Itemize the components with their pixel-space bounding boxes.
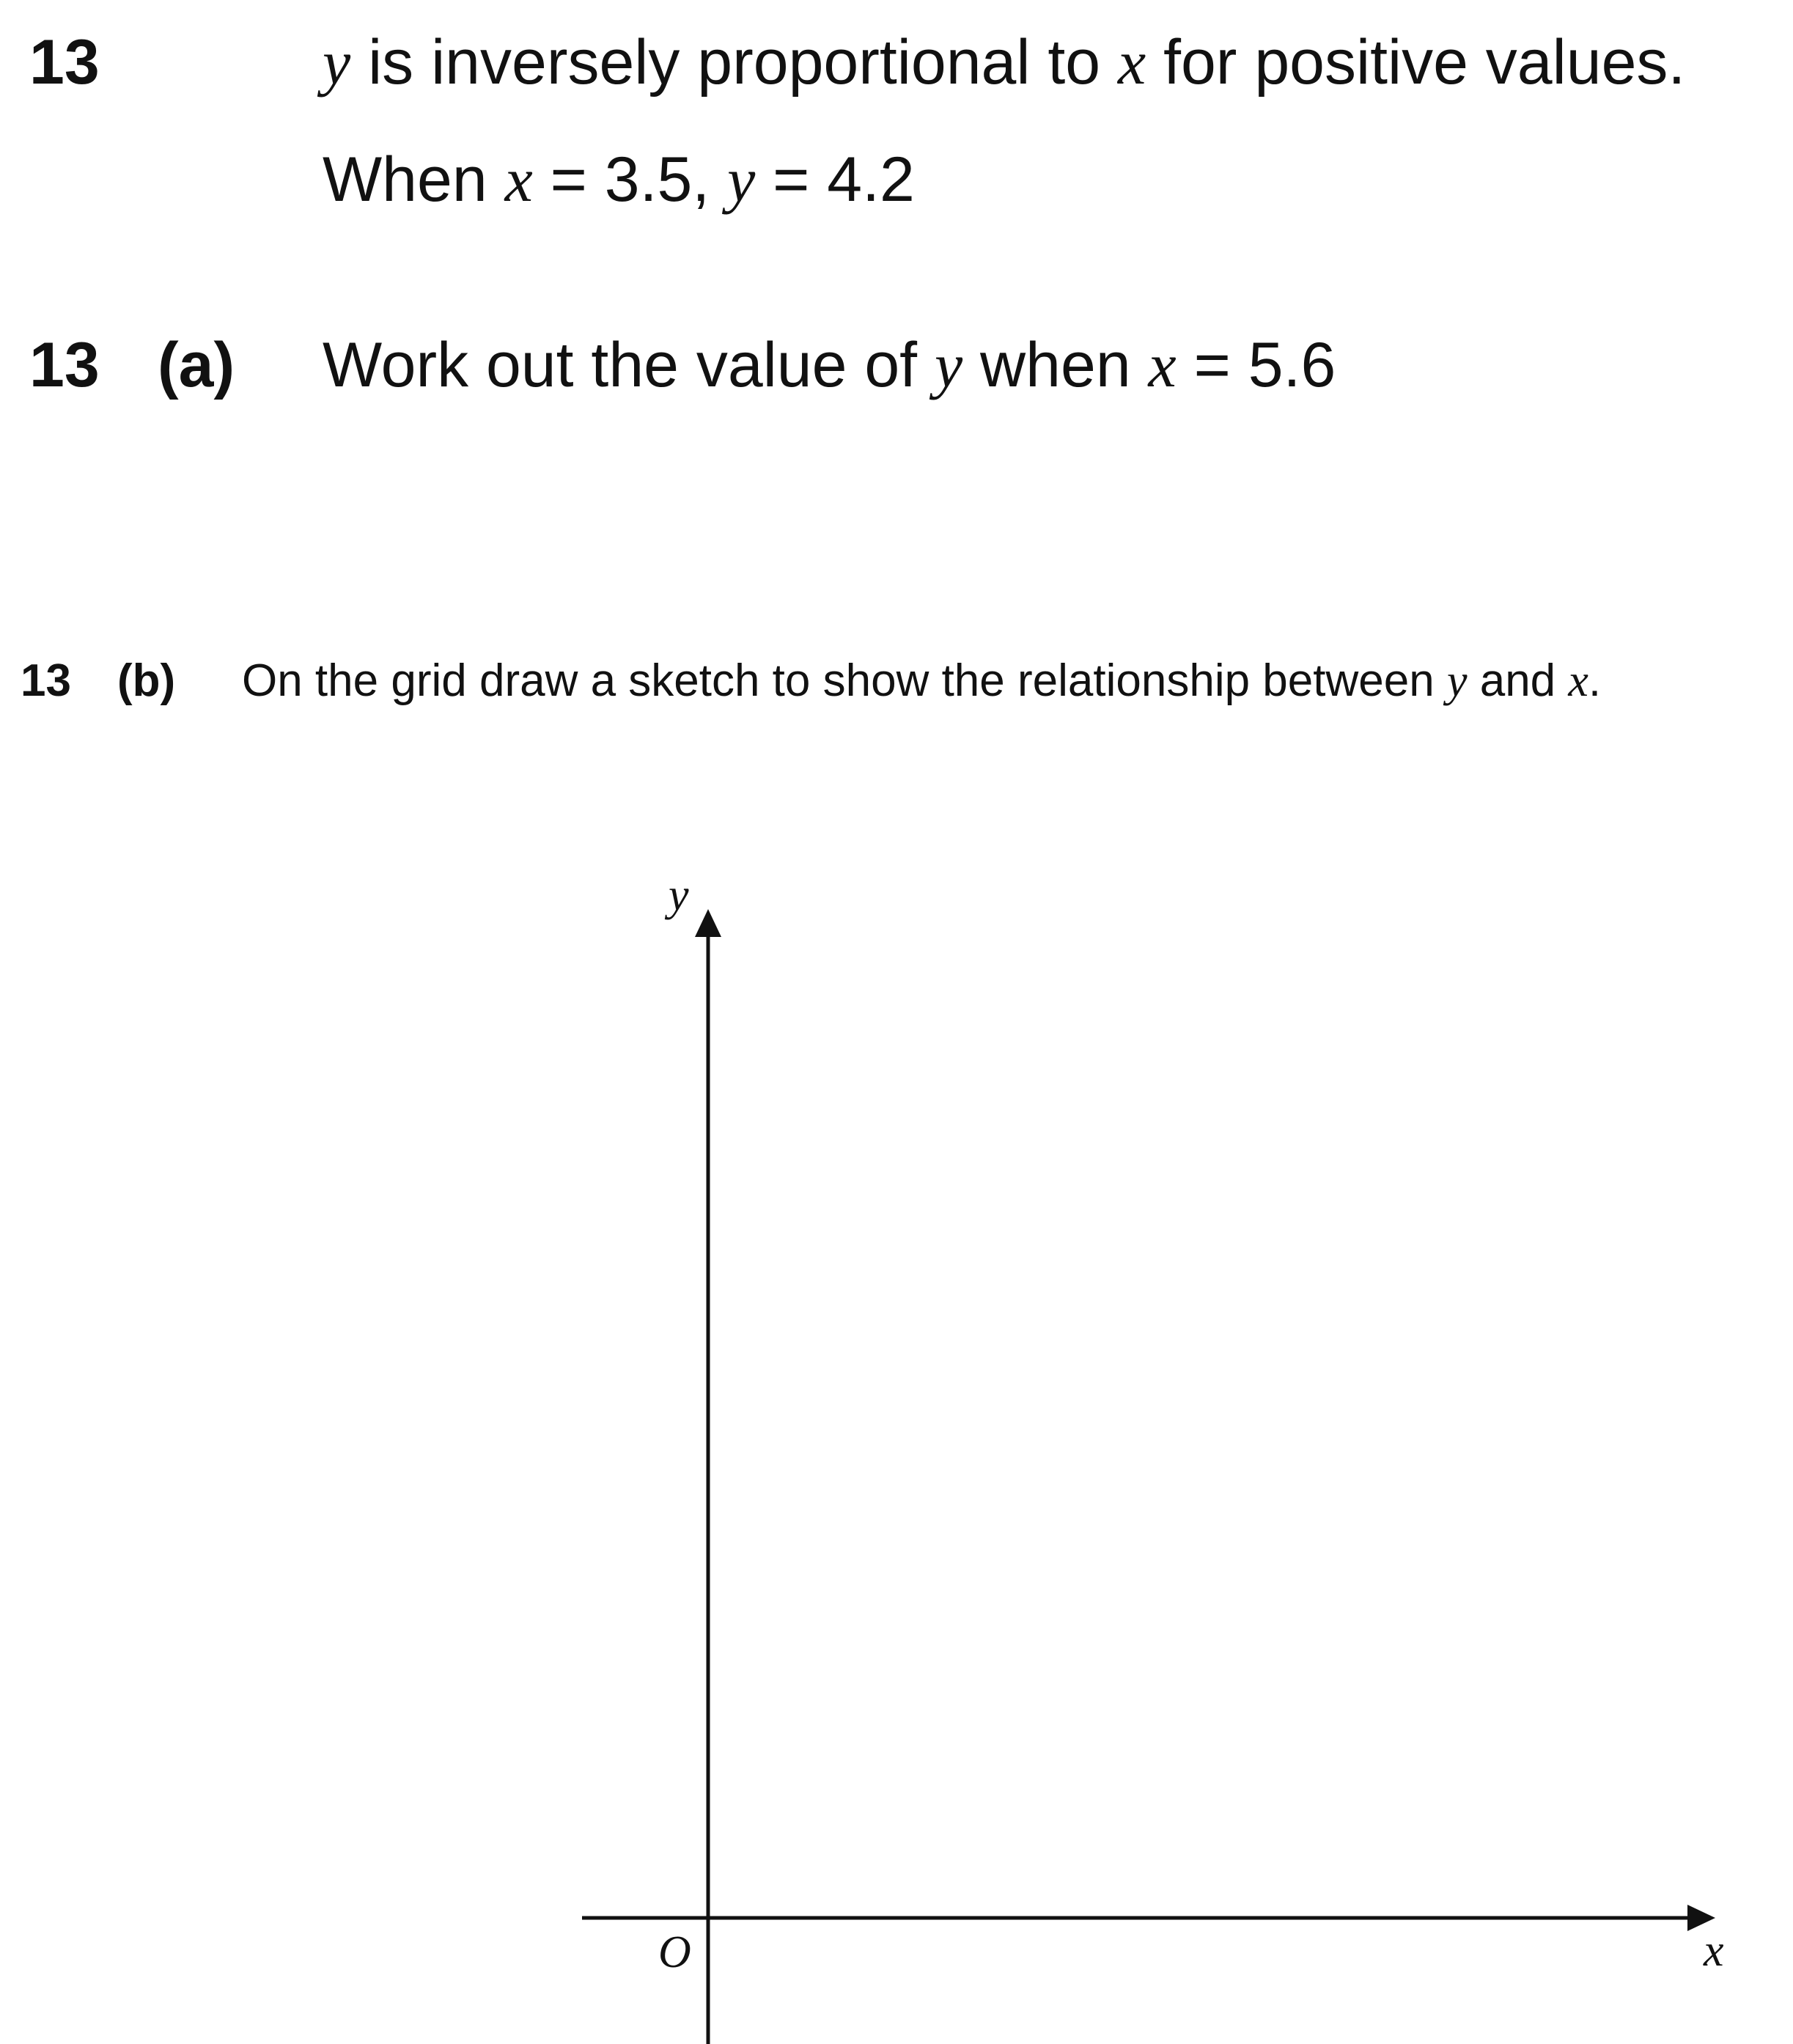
stem-text: = 3.5,: [532, 144, 728, 215]
y-axis-label: y: [669, 870, 689, 920]
variable-y: y: [1446, 656, 1468, 706]
part-b-number: 13: [21, 655, 71, 706]
variable-x: x: [504, 144, 533, 215]
part-text: when: [962, 330, 1149, 400]
stem-text: When: [323, 144, 505, 215]
stem-text: = 4.2: [755, 144, 915, 215]
part-text: On the grid draw a sketch to show the relationship between: [242, 655, 1447, 706]
variable-x: x: [1148, 330, 1177, 400]
variable-x: x: [1568, 656, 1588, 706]
y-axis-arrow: [695, 909, 721, 937]
variable-y: y: [727, 144, 756, 215]
part-b-label: (b): [117, 655, 176, 706]
x-axis-label: x: [1704, 1926, 1724, 1976]
stem-text: for positive values.: [1146, 27, 1686, 98]
part-text: .: [1588, 655, 1602, 706]
part-a-label: (a): [158, 330, 235, 400]
part-a-number: 13: [29, 330, 100, 400]
variable-y: y: [323, 27, 351, 98]
stem-text: is inversely proportional to: [350, 27, 1118, 98]
part-text: and: [1467, 655, 1569, 706]
part-text: Work out the value of: [323, 330, 935, 400]
question-number: 13: [29, 27, 100, 98]
variable-y: y: [934, 330, 963, 400]
part-text: = 5.6: [1176, 330, 1336, 400]
variable-x: x: [1118, 27, 1146, 98]
origin-label: O: [658, 1927, 691, 1977]
